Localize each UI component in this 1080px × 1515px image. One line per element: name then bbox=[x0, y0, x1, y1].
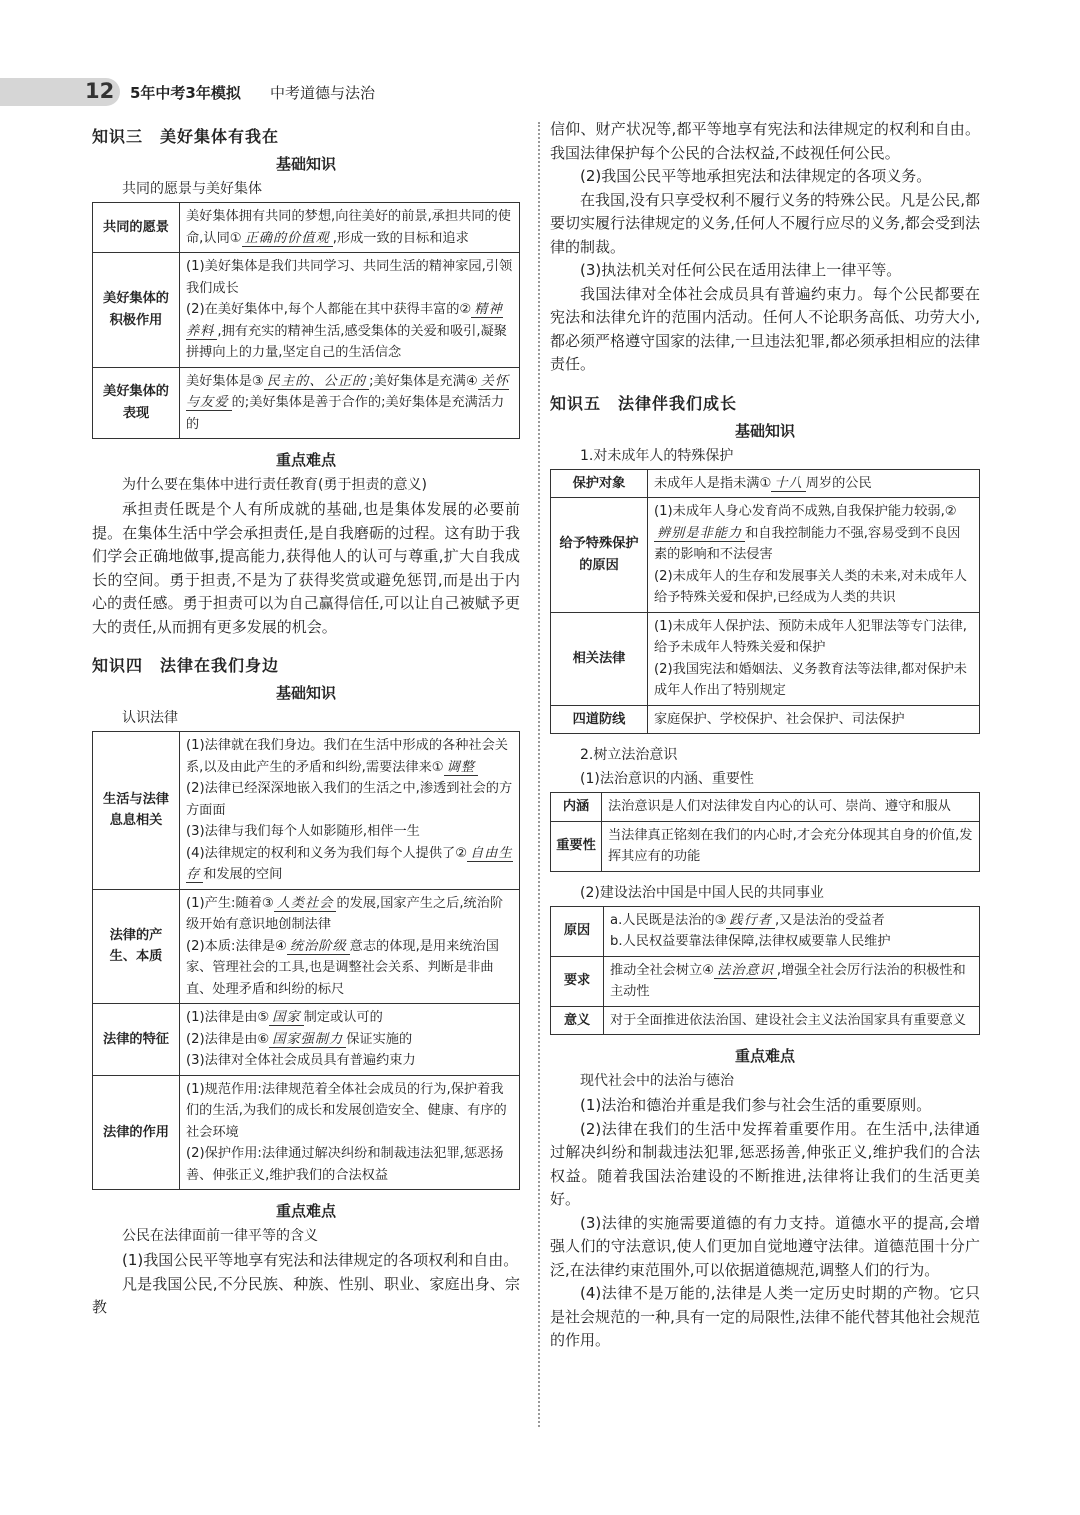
table-row bbox=[93, 253, 520, 368]
topic-heading: 2.树立法治意识 bbox=[580, 747, 678, 763]
answer-blank: 正确的价值观 bbox=[242, 231, 333, 247]
table-row bbox=[551, 956, 980, 1006]
topic-heading: 为什么要在集体中进行责任教育(勇于担责的意义) bbox=[122, 477, 427, 493]
row-label: 生活与法律息息相关 bbox=[93, 732, 180, 890]
row-label: 法律的特征 bbox=[93, 1004, 180, 1076]
table-row bbox=[551, 793, 980, 822]
section-title: 知识五 法律伴我们成长 bbox=[550, 393, 738, 413]
row-label: 意义 bbox=[551, 1006, 604, 1035]
row-content: 家庭保护、学校保护、社会保护、司法保护 bbox=[648, 705, 980, 734]
answer-blank: 调整 bbox=[444, 760, 478, 776]
row-label: 内涵 bbox=[551, 793, 602, 822]
topic-heading: 共同的愿景与美好集体 bbox=[122, 181, 262, 197]
paragraph: 信仰、财产状况等,都平等地享有宪法和法律规定的权利和自由。我国法律保护每个公民的合法权益,不歧视任何公民。 bbox=[550, 120, 980, 162]
table-row bbox=[551, 498, 980, 613]
table-row bbox=[93, 203, 520, 253]
subsection-heading: 重点难点 bbox=[275, 451, 336, 469]
row-content: (1)法律就在我们身边。我们在生活中形成的各种社会关系,以及由此产生的矛盾和纠纷,需要法律来① 调整 (2)法律已经深深地嵌入我们的生活之中,渗透到社会的方方面面 (3)法律与我们每个人如影随形,相伴一生 (4)法律规定的权利和义务为我们每个人提供了② 自由生存 和发展的空间 bbox=[180, 732, 520, 890]
table-row bbox=[93, 889, 520, 1004]
row-label: 美好集体的表现 bbox=[93, 367, 180, 439]
answer-blank: 自由生存 bbox=[186, 845, 513, 882]
row-content: 推动全社会树立④ 法治意识 ,增强全社会厉行法治的积极性和主动性 bbox=[604, 956, 980, 1006]
table-row bbox=[93, 1004, 520, 1076]
paragraph: (2)我国公民平等地承担宪法和法律规定的各项义务。 bbox=[580, 167, 932, 185]
row-label: 给予特殊保护的原因 bbox=[551, 498, 648, 613]
paragraph: 在我国,没有只享受权利不履行义务的特殊公民。凡是公民,都要切实履行法律规定的义务,任何人不履行应尽的义务,都会受到法律的制裁。 bbox=[550, 190, 980, 256]
answer-blank: 国家 bbox=[269, 1010, 303, 1026]
row-content: (1)规范作用:法律规范着全体社会成员的行为,保护着我们的生活,为我们的成长和发展创造安全、健康、有序的社会环境 (2)保护作用:法律通过解决纠纷和制裁违法犯罪,惩恶扬善、伸张正义,维护我们的合法权益 bbox=[180, 1075, 520, 1190]
topic-heading: 公民在法律面前一律平等的含义 bbox=[122, 1228, 318, 1244]
row-label: 共同的愿景 bbox=[93, 203, 180, 253]
row-content: 法治意识是人们对法律发自内心的认可、崇尚、遵守和服从 bbox=[602, 793, 980, 822]
minor-protection-table bbox=[550, 469, 980, 735]
paragraph: (4)法律不是万能的,法律是人类一定历史时期的产物。它只是社会规范的一种,具有一定的局限性,法律不能代替其他社会规范的作用。 bbox=[550, 1284, 980, 1349]
row-content: (1)未成年人保护法、预防未成年人犯罪法等专门法律,给予未成年人特殊关爱和保护 (2)我国宪法和婚姻法、义务教育法等法律,都对保护未成年人作出了特别规定 bbox=[648, 612, 980, 705]
section-title: 知识三 美好集体有我在 bbox=[92, 127, 280, 146]
answer-blank: 精神养料 bbox=[186, 302, 503, 339]
row-content: 当法律真正铭刻在我们的内心时,才会充分体现其自身的价值,发挥其应有的功能 bbox=[602, 821, 980, 871]
row-content: 美好集体是③ 民主的、公正的 ;美好集体是充满④ 关怀与友爱 的;美好集体是善于合作的;美好集体是充满活力的 bbox=[180, 367, 520, 439]
row-label: 四道防线 bbox=[551, 705, 648, 734]
topic-heading: 认识法律 bbox=[122, 710, 178, 726]
paragraph: (1)法治和德治并重是我们参与社会生活的重要原则。 bbox=[580, 1096, 932, 1114]
table-row bbox=[551, 612, 980, 705]
paragraph: 我国法律对全体社会成员具有普遍约束力。每个公民都要在宪法和法律允许的范围内活动。任何人不论职务高低、功劳大小,都必须严格遵守国家的法律,一旦违法犯罪,都必须承担相应的法律责任。 bbox=[550, 284, 980, 373]
paragraph: (1)我国公民平等地享有宪法和法律规定的各项权利和自由。 bbox=[122, 1251, 519, 1269]
paragraph: (3)法律的实施需要道德的有力支持。道德水平的提高,会增强人们的守法意识,使人们更加自觉地遵守法律。道德范围十分广泛,在法律约束范围外,可以依据道德规范,调整人们的行为。 bbox=[550, 1213, 980, 1279]
table-row bbox=[93, 1075, 520, 1190]
row-content: (1)法律是由⑤ 国家 制定或认可的 (2)法律是由⑥ 国家强制力 保证实施的 (3)法律对全体社会成员具有普遍约束力 bbox=[180, 1004, 520, 1076]
table-row bbox=[551, 821, 980, 871]
row-label: 保护对象 bbox=[551, 469, 648, 498]
row-content: a.人民既是法治的③ 践行者 ,又是法治的受益者 b.人民权益要靠法律保障,法律权威要靠人民维护 bbox=[604, 906, 980, 956]
answer-blank: 关怀与友爱 bbox=[186, 373, 510, 410]
answer-blank: 践行者 bbox=[726, 913, 775, 929]
row-label: 重要性 bbox=[551, 821, 602, 871]
paragraph: 承担责任既是个人有所成就的基础,也是集体发展的必要前提。在集体生活中学会承担责任,是自我磨砺的过程。这有助于我们学会正确地做事,提高能力,获得他人的认可与尊重,扩大自我成长的空间。勇于担责,不是为了获得奖赏或避免惩罚,而是出于内心的责任感。勇于担责可以为自己赢得信任,可以让自己被赋予更大的责任,从而拥有更多发展的机会。 bbox=[92, 500, 520, 636]
table-row bbox=[551, 705, 980, 734]
answer-blank: 人类社会 bbox=[274, 896, 337, 912]
answer-blank: 法治意识 bbox=[714, 963, 777, 979]
row-label: 法律的作用 bbox=[93, 1075, 180, 1190]
row-content: 美好集体拥有共同的梦想,向往美好的前景,承担共同的使命,认同① 正确的价值观 ,形成一致的目标和追求 bbox=[180, 203, 520, 253]
row-label: 法律的产生、本质 bbox=[93, 889, 180, 1004]
column-divider bbox=[538, 122, 540, 1427]
answer-blank: 民主的、公正的 bbox=[264, 374, 369, 390]
table-row bbox=[551, 906, 980, 956]
row-content: (1)产生:随着③ 人类社会 的发展,国家产生之后,统治阶级开始有意识地创制法律 (2)本质:法律是④ 统治阶级 意志的体现,是用来统治国家、管理社会的工具,也是调整社会关系、判断是非曲直、处理矛盾和纠纷的标尺 bbox=[180, 889, 520, 1004]
table-row bbox=[551, 1006, 980, 1035]
row-label: 原因 bbox=[551, 906, 604, 956]
row-label: 要求 bbox=[551, 956, 604, 1006]
row-content: 对于全面推进依法治国、建设社会主义法治国家具有重要意义 bbox=[604, 1006, 980, 1035]
page-number: 12 bbox=[85, 79, 115, 103]
row-content: 未成年人是指未满① 十八 周岁的公民 bbox=[648, 469, 980, 498]
row-content: (1)未成年人身心发育尚不成熟,自我保护能力较弱,②辨别是非能力 和自我控制能力不强,容易受到不良因素的影响和不法侵害 (2)未成年人的生存和发展事关人类的未来,对未成年人给予特殊关爱和保护,已经成为人类的共识 bbox=[648, 498, 980, 613]
page-header bbox=[0, 78, 1080, 108]
table-row bbox=[551, 469, 980, 498]
paragraph: 凡是我国公民,不分民族、种族、性别、职业、家庭出身、宗教 bbox=[92, 1274, 520, 1316]
subsection-heading: 基础知识 bbox=[275, 684, 336, 702]
table-row bbox=[93, 732, 520, 890]
subsection-heading: 基础知识 bbox=[275, 155, 336, 173]
collective-table bbox=[92, 202, 520, 439]
rule-of-law-china-table bbox=[550, 906, 980, 1036]
paragraph: (2)法律在我们的生活中发挥着重要作用。在生活中,法律通过解决纠纷和制裁违法犯罪,惩恶扬善,伸张正义,维护我们的合法权益。随着我国法治建设的不断推进,法律将让我们的生活更美好。 bbox=[550, 1119, 980, 1208]
row-content: (1)美好集体是我们共同学习、共同生活的精神家园,引领我们成长 (2)在美好集体中,每个人都能在其中获得丰富的② 精神养料 ,拥有充实的精神生活,感受集体的关爱和吸引,凝聚拼搏向上的力量,坚定自己的生活信念 bbox=[180, 253, 520, 368]
subsection-heading: 基础知识 bbox=[734, 421, 795, 440]
table-row bbox=[93, 367, 520, 439]
section-title: 知识四 法律在我们身边 bbox=[92, 656, 280, 675]
rule-of-law-table bbox=[550, 792, 980, 872]
answer-blank: 国家强制力 bbox=[269, 1032, 346, 1048]
paragraph: (3)执法机关对任何公民在适用法律上一律平等。 bbox=[580, 261, 902, 279]
answer-blank: 十八 bbox=[771, 476, 805, 492]
row-label: 相关法律 bbox=[551, 612, 648, 705]
left-column bbox=[92, 120, 520, 1320]
subsection-heading: 重点难点 bbox=[734, 1047, 795, 1065]
answer-blank: 辨别是非能力 bbox=[654, 526, 745, 542]
law-table bbox=[92, 731, 520, 1190]
book-title: 5年中考3年模拟 bbox=[130, 84, 241, 102]
answer-blank: 统治阶级 bbox=[287, 939, 350, 955]
topic-heading: 1.对未成年人的特殊保护 bbox=[580, 447, 734, 464]
subsection-heading: 重点难点 bbox=[275, 1202, 336, 1220]
topic-heading: 现代社会中的法治与德治 bbox=[580, 1073, 734, 1089]
topic-heading: (2)建设法治中国是中国人民的共同事业 bbox=[580, 884, 824, 901]
row-label: 美好集体的积极作用 bbox=[93, 253, 180, 368]
subject-title: 中考道德与法治 bbox=[270, 84, 376, 102]
topic-heading: (1)法治意识的内涵、重要性 bbox=[580, 771, 754, 787]
right-column bbox=[550, 118, 980, 1353]
